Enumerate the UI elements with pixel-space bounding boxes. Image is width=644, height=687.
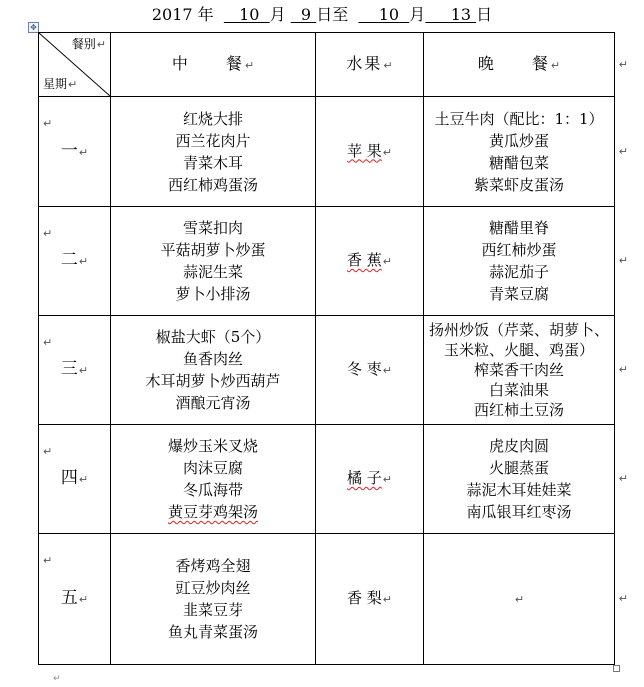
dish: 雪菜扣肉 xyxy=(182,219,243,237)
fruit-cell: 橘 子↵ xyxy=(316,425,424,534)
day-cell: ↵ 五↵ xyxy=(39,534,111,665)
dinner-cell: 扬州炒饭（芹菜、胡萝卜、 玉米粒、火腿、鸡蛋） 榨菜香干肉丝 白菜油果 西红柿土豆汤 ↵ xyxy=(424,316,615,425)
dish: 扬州炒饭（芹菜、胡萝卜、 xyxy=(428,321,609,339)
dish: 玉米粒、火腿、鸡蛋） xyxy=(443,341,594,359)
dish: 肉沫豆腐 xyxy=(182,459,243,477)
title-end-month: 10 xyxy=(378,5,400,24)
title-start-month: 10 xyxy=(239,5,260,24)
table-row xyxy=(39,534,615,665)
dish: 红烧大排 xyxy=(182,109,243,128)
fruit-cell: 香 蕉↵ xyxy=(316,207,424,316)
dish: 土豆牛肉（配比：1：1） xyxy=(434,109,604,128)
title-day-unit: 日 xyxy=(476,5,493,24)
title-year-unit: 年 xyxy=(197,5,214,24)
dish: 西兰花肉片 xyxy=(175,131,251,150)
table-row xyxy=(39,316,615,425)
dish: 鱼香肉丝 xyxy=(182,350,243,368)
table-row xyxy=(39,207,615,316)
dish: 西红柿土豆汤 xyxy=(473,401,564,419)
table-resize-handle-icon[interactable] xyxy=(613,665,620,672)
dish: 爆炒玉米叉烧 xyxy=(167,437,258,455)
table-row xyxy=(39,425,615,534)
title-day-to: 日至 xyxy=(316,5,349,24)
dish: 蒜泥茄子 xyxy=(488,263,549,281)
dish: 南瓜银耳红枣汤 xyxy=(466,503,572,521)
fruit-cell: 香 梨↵ xyxy=(316,534,424,665)
header-fruit: 水果↵ xyxy=(316,33,424,97)
title-month-unit-1: 月 xyxy=(269,5,286,24)
dinner-cell: 糖醋里脊 西红柿炒蛋 蒜泥茄子 青菜豆腐 ↵ xyxy=(424,207,615,316)
table-row xyxy=(39,97,615,207)
dish: 香烤鸡全翅 xyxy=(175,557,251,575)
table-move-handle-icon[interactable]: ✥ xyxy=(28,22,39,33)
dish: 榨菜香干肉丝 xyxy=(473,361,564,379)
dinner-cell: 虎皮肉圆 火腿蒸蛋 蒜泥木耳娃娃菜 南瓜银耳红枣汤 ↵ xyxy=(424,425,615,534)
lunch-cell xyxy=(111,207,316,316)
day-cell: ↵ 四↵ xyxy=(39,425,111,534)
dinner-cell-empty: ↵ ↵ xyxy=(424,534,615,665)
header-lunch: 中 餐↵ xyxy=(111,33,316,97)
dish: 鱼丸青菜蛋汤 xyxy=(167,623,258,641)
title-month-unit-2: 月 xyxy=(409,5,426,24)
title-year: 2017 xyxy=(151,5,193,24)
dish: 木耳胡萝卜炒西葫芦 xyxy=(145,372,281,390)
dish: 冬瓜海带 xyxy=(182,481,243,499)
dish: 青菜木耳 xyxy=(182,153,243,172)
dish: 青菜豆腐 xyxy=(488,285,549,303)
dish: 糖醋包菜 xyxy=(488,153,549,172)
fruit-cell: 冬 枣↵ xyxy=(316,316,424,425)
lunch-cell xyxy=(111,316,316,425)
dish: 白菜油果 xyxy=(488,381,549,399)
dinner-cell: 土豆牛肉（配比：1：1） 黄瓜炒蛋 糖醋包菜 紫菜虾皮蛋汤 ↵ xyxy=(424,97,615,207)
dish: 西红柿鸡蛋汤 xyxy=(167,175,258,194)
corner-day-label: 星期↵ xyxy=(43,77,78,91)
dish: 酒酿元宵汤 xyxy=(175,394,251,412)
dish: 黄豆芽鸡架汤 xyxy=(167,503,258,521)
dish: 糖醋里脊 xyxy=(488,219,549,237)
fruit-cell: 苹 果↵ xyxy=(316,97,424,207)
dish: 萝卜小排汤 xyxy=(175,285,251,303)
lunch-cell xyxy=(111,97,316,207)
lunch-cell xyxy=(111,534,316,665)
weekly-menu-table xyxy=(38,32,628,665)
corner-diagonal-cell xyxy=(39,33,111,97)
day-cell: ↵ 二↵ xyxy=(39,207,111,316)
header-dinner: 晚 餐↵ ↵ xyxy=(424,33,615,97)
day-cell: ↵ 三↵ xyxy=(39,316,111,425)
day-cell: ↵ 一↵ xyxy=(39,97,111,207)
dish: 韭菜豆芽 xyxy=(182,601,243,619)
title-start-day: 9 xyxy=(300,5,312,24)
lunch-cell xyxy=(111,425,316,534)
page-title xyxy=(0,4,644,26)
dish: 西红柿炒蛋 xyxy=(481,241,557,259)
dish: 平菇胡萝卜炒蛋 xyxy=(160,241,266,259)
corner-meal-label: 餐别↵ xyxy=(71,37,106,51)
dish: 蒜泥生菜 xyxy=(182,263,243,281)
dish: 豇豆炒肉丝 xyxy=(175,579,251,597)
dish: 虎皮肉圆 xyxy=(488,437,549,455)
title-end-day: 13 xyxy=(450,5,472,24)
header-row xyxy=(39,33,615,97)
paragraph-mark-icon: ↵ xyxy=(53,674,61,684)
dish: 椒盐大虾（5个） xyxy=(155,328,271,346)
dish: 火腿蒸蛋 xyxy=(488,459,549,477)
dish: 黄瓜炒蛋 xyxy=(488,131,549,150)
dish: 紫菜虾皮蛋汤 xyxy=(473,175,564,194)
dish: 蒜泥木耳娃娃菜 xyxy=(466,481,572,499)
